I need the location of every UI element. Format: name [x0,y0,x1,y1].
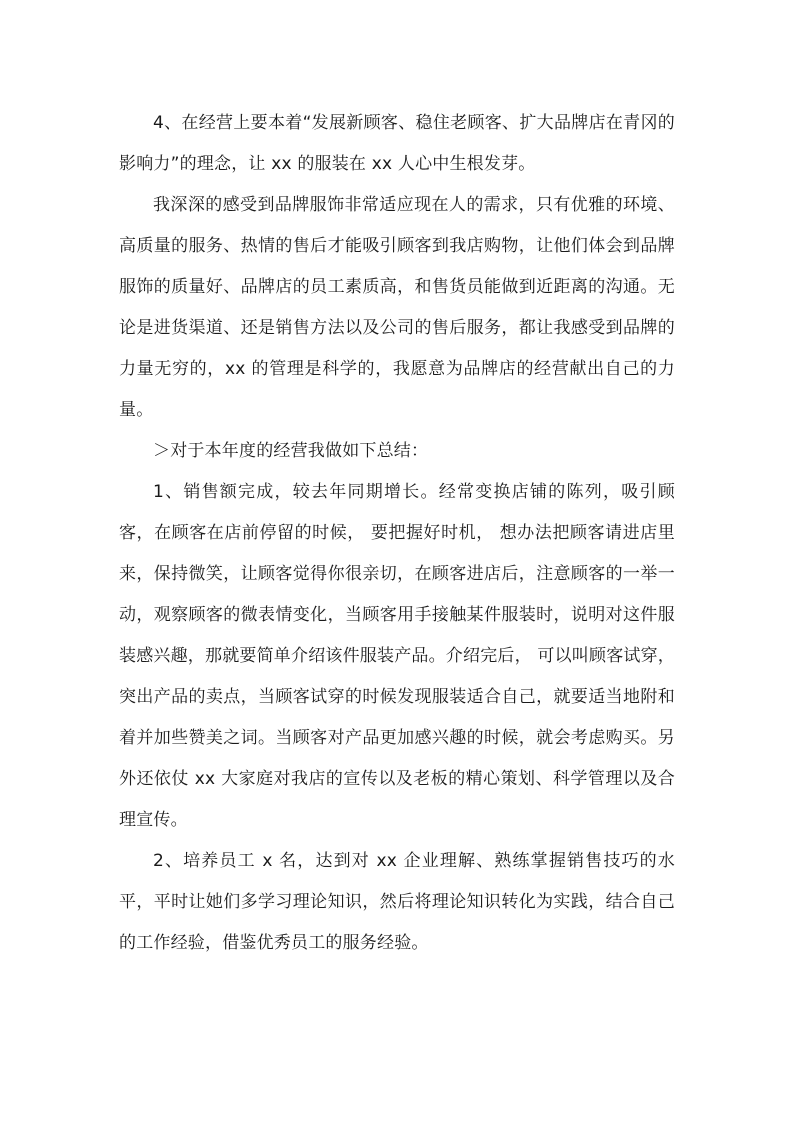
paragraph-sales-completion: 1、销售额完成，较去年同期增长。经常变换店铺的陈列，吸引顾客，在顾客在店前停留的时候， 要把握好时机， 想办法把顾客请进店里来，保持微笑，让顾客觉得你很亲切，在顾客进店后，注意顾客的一举一动，观察顾客的微表情变化，当顾客用手接触某件服装时，说明对这件服装感兴趣，那就要简单介绍该件服装产品。介绍完后， 可以叫顾客试穿，突出产品的卖点，当顾客试穿的时候发现服装适合自己，就要适当地附和着并加些赞美之词。当顾客对产品更加感兴趣的时候，就会考虑购买。另外还依仗 xx 大家庭对我店的宣传以及老板的精心策划、科学管理以及合理宣传。 [119,482,676,830]
document-body [119,103,675,964]
paragraph-brand-impression: 我深深的感受到品牌服饰非常适应现在人的需求，只有优雅的环境、高质量的服务、热情的售后才能吸引顾客到我店购物，让他们体会到品牌服饰的质量好、品牌店的员工素质高，和售货员能做到近距离的沟通。无论是进货渠道、还是销售方法以及公司的售后服务，都让我感受到品牌的力量无穷的，xx 的管理是科学的，我愿意为品牌店的经营献出自己的力量。 [119,195,675,420]
paragraph-summary-intro: ＞对于本年度的经营我做如下总结： [153,441,429,461]
paragraph-staff-training: 2、培养员工 x 名，达到对 xx 企业理解、熟练掌握销售技巧的水平，平时让她们多学习理论知识，然后将理论知识转化为实践，结合自己的工作经验，借鉴优秀员工的服务经验。 [119,851,675,953]
paragraph-business-philosophy: 4、在经营上要本着“发展新顾客、稳住老顾客、扩大品牌店在青冈的影响力”的理念，让 xx 的服装在 xx 人心中生根发芽。 [119,113,675,174]
